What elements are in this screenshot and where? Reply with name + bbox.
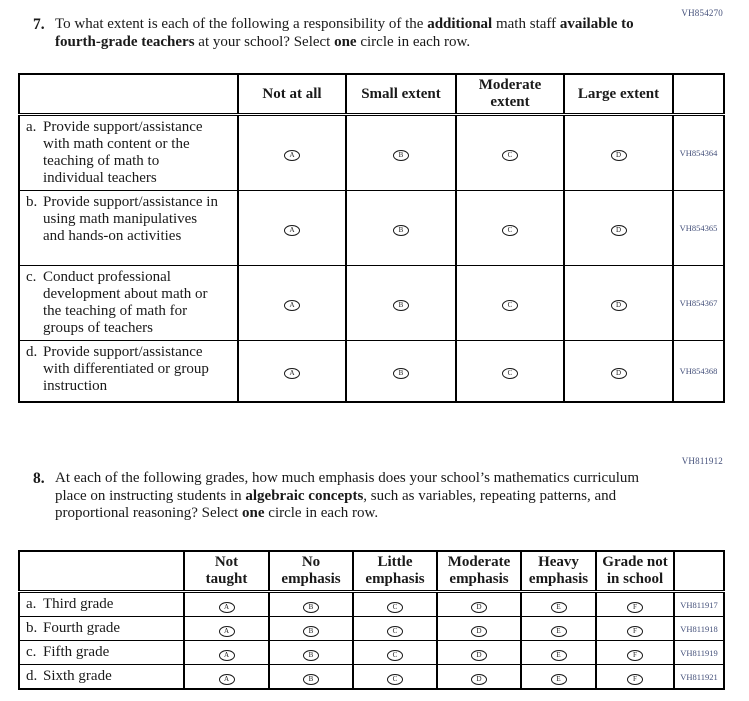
row-label: Provide support/assistance with differentiated or group instruction: [43, 344, 209, 394]
table-row: [19, 266, 724, 341]
q8-response-table: [18, 550, 725, 690]
table-row: [19, 665, 724, 690]
q7-row-b-option-large-extent[interactable]: D: [611, 225, 627, 236]
q7-row-d-option-large-extent[interactable]: D: [611, 368, 627, 379]
q7-header-code-blank: [673, 74, 724, 115]
q8-row-c-option-moderate-emphasis[interactable]: D: [471, 650, 487, 661]
q8-row-b-option-no-emphasis[interactable]: B: [303, 626, 319, 637]
q8-row-c-option-little-emphasis[interactable]: C: [387, 650, 403, 661]
row-item-code: VH811919: [674, 641, 724, 665]
q7-row-a-option-large-extent[interactable]: D: [611, 150, 627, 161]
q8-col-header-little-emphasis: [353, 551, 437, 592]
header-line: emphasis: [281, 571, 341, 587]
q8-row-c-option-grade-not-in-school[interactable]: F: [627, 650, 643, 661]
row-label: Third grade: [43, 596, 114, 612]
q8-row-b-option-not-taught[interactable]: A: [219, 626, 235, 637]
header-line: taught: [205, 571, 248, 587]
q7-row-a-option-small-extent[interactable]: B: [393, 150, 409, 161]
q7-row-b-option-small-extent[interactable]: B: [393, 225, 409, 236]
q8-row-a-option-heavy-emphasis[interactable]: E: [551, 602, 567, 613]
row-item-code: VH854367: [673, 266, 724, 341]
question-7-number: 7.: [33, 16, 45, 33]
header-line: Heavy: [538, 554, 579, 570]
q7-prompt-segment: at your school? Select: [194, 33, 335, 50]
question-7: [33, 16, 660, 51]
header-line: in school: [606, 571, 664, 587]
q8-row-c-option-not-taught[interactable]: A: [219, 650, 235, 661]
q8-row-b-option-moderate-emphasis[interactable]: D: [471, 626, 487, 637]
header-line: emphasis: [449, 571, 509, 587]
q7-col-header-large-extent: Large extent: [564, 74, 673, 115]
q7-prompt-segment: circle in each row.: [356, 33, 471, 50]
header-line: Not: [214, 554, 239, 570]
q7-row-c-option-small-extent[interactable]: B: [393, 300, 409, 311]
table-row: [19, 617, 724, 641]
row-label: Conduct professional development about math or the teaching of math for groups of teachers: [43, 269, 208, 336]
row-item-code: VH811921: [674, 665, 724, 690]
q7-prompt-segment: To what extent is each of the following a responsibility of the: [55, 16, 428, 32]
q8-row-a-option-moderate-emphasis[interactable]: D: [471, 602, 487, 613]
header-line: Little: [377, 554, 413, 570]
q7-row-a-option-moderate-extent[interactable]: C: [502, 150, 518, 161]
q8-col-header-grade-not-in-school: [596, 551, 674, 592]
q7-prompt-segment-bold: one: [334, 33, 357, 50]
table-row: [19, 191, 724, 266]
q7-prompt-segment: math staff: [492, 16, 560, 32]
q7-row-c-option-not-at-all[interactable]: A: [284, 300, 300, 311]
q8-header-blank: [19, 551, 184, 592]
q7-prompt-segment-bold: available to fourth-grade teachers: [55, 16, 634, 50]
q7-row-b-option-not-at-all[interactable]: A: [284, 225, 300, 236]
q8-row-a-option-no-emphasis[interactable]: B: [303, 602, 319, 613]
q8-form-code: VH811912: [681, 456, 723, 466]
q8-row-d-option-moderate-emphasis[interactable]: D: [471, 674, 487, 685]
q8-prompt-segment: , such as variables, repeating patterns, and proportional reasoning? Select: [55, 487, 617, 521]
q8-prompt-segment-bold: one: [242, 505, 265, 521]
header-line: No: [301, 554, 321, 570]
q8-row-a-option-little-emphasis[interactable]: C: [387, 602, 403, 613]
q8-header-code-blank: [674, 551, 724, 592]
row-letter: b.: [26, 194, 38, 210]
question-7-text: [55, 16, 660, 51]
q8-col-header-heavy-emphasis: [521, 551, 596, 592]
q7-row-a-option-not-at-all[interactable]: A: [284, 150, 300, 161]
table-row: [19, 592, 724, 617]
row-letter: c.: [26, 269, 37, 285]
q8-row-b-option-heavy-emphasis[interactable]: E: [551, 626, 567, 637]
q8-row-a-option-grade-not-in-school[interactable]: F: [627, 602, 643, 613]
table-row: [19, 641, 724, 665]
row-letter: d.: [26, 344, 38, 360]
q8-row-a-option-not-taught[interactable]: A: [219, 602, 235, 613]
row-label: Provide support/assistance in using math manipulatives and hands-on activities: [43, 194, 218, 244]
question-8: [33, 470, 660, 523]
row-label: Fifth grade: [43, 644, 110, 660]
q8-row-b-option-little-emphasis[interactable]: C: [387, 626, 403, 637]
question-8-number: 8.: [33, 470, 45, 487]
row-item-code: VH811917: [674, 592, 724, 617]
row-label: Fourth grade: [43, 620, 121, 636]
row-item-code: VH854368: [673, 341, 724, 403]
q7-row-d-option-small-extent[interactable]: B: [393, 368, 409, 379]
q8-prompt-segment: At each of the following grades, how much emphasis does your school’s mathematics curriculum place on instructing students in: [55, 470, 640, 504]
row-letter: a.: [26, 596, 37, 612]
q7-row-c-option-moderate-extent[interactable]: C: [502, 300, 518, 311]
q8-col-header-not-taught: [184, 551, 269, 592]
q7-response-table: [18, 73, 725, 403]
q7-row-c-option-large-extent[interactable]: D: [611, 300, 627, 311]
row-item-code: VH811918: [674, 617, 724, 641]
q7-col-header-moderate-extent: Moderate extent: [456, 74, 564, 115]
row-letter: d.: [26, 668, 38, 684]
q8-row-c-option-no-emphasis[interactable]: B: [303, 650, 319, 661]
q8-row-d-option-not-taught[interactable]: A: [219, 674, 235, 685]
row-letter: c.: [26, 644, 37, 660]
q7-prompt-segment-bold: additional: [427, 16, 493, 32]
q8-row-c-option-heavy-emphasis[interactable]: E: [551, 650, 567, 661]
table-row: [19, 341, 724, 403]
q8-row-d-option-heavy-emphasis[interactable]: E: [551, 674, 567, 685]
header-line: Grade not: [602, 554, 668, 570]
q8-col-header-no-emphasis: [269, 551, 353, 592]
q8-row-b-option-grade-not-in-school[interactable]: F: [627, 626, 643, 637]
q8-row-d-option-grade-not-in-school[interactable]: F: [627, 674, 643, 685]
q7-header-blank: [19, 74, 238, 115]
question-8-text: [55, 470, 660, 523]
q7-row-d-option-not-at-all[interactable]: A: [284, 368, 300, 379]
q8-row-d-option-no-emphasis[interactable]: B: [303, 674, 319, 685]
q7-row-b-option-moderate-extent[interactable]: C: [502, 225, 518, 236]
q8-prompt-segment-bold: algebraic concepts: [245, 487, 364, 504]
q8-prompt-segment: circle in each row.: [264, 505, 379, 521]
q7-col-header-not-at-all: Not at all: [238, 74, 346, 115]
row-letter: a.: [26, 119, 37, 135]
header-line: emphasis: [365, 571, 425, 587]
table-row: [19, 115, 724, 191]
row-label: Provide support/assistance with math content or the teaching of math to individual teachers: [43, 119, 203, 186]
header-line: Moderate: [447, 554, 511, 570]
row-label: Sixth grade: [43, 668, 112, 684]
q7-form-code: VH854270: [681, 8, 723, 18]
q7-row-d-option-moderate-extent[interactable]: C: [502, 368, 518, 379]
header-line: emphasis: [528, 571, 589, 587]
q8-row-d-option-little-emphasis[interactable]: C: [387, 674, 403, 685]
row-item-code: VH854365: [673, 191, 724, 266]
row-item-code: VH854364: [673, 115, 724, 191]
q8-col-header-moderate-emphasis: [437, 551, 521, 592]
q7-col-header-small-extent: Small extent: [346, 74, 456, 115]
row-letter: b.: [26, 620, 38, 636]
